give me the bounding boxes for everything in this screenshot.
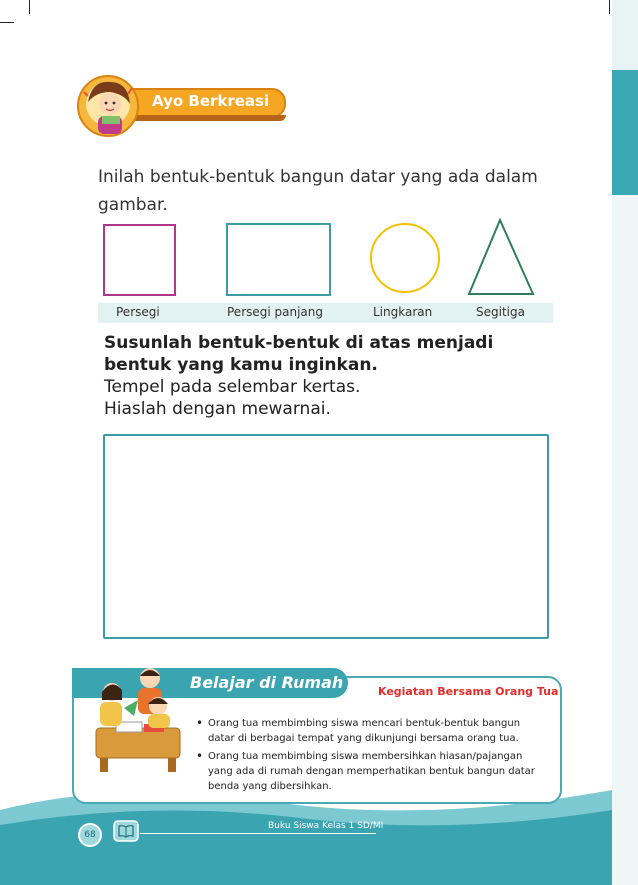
rectangle-shape — [226, 223, 331, 296]
page-edge-top — [612, 0, 638, 70]
page-edge-strip — [612, 0, 638, 885]
label-rectangle: Persegi panjang — [227, 305, 324, 319]
crop-mark — [0, 22, 14, 23]
list-item: • Orang tua membimbing siswa membersihkan hiasan/pajangan yang ada di rumah dengan memperhatikan bentuk bangun datar benda yang dibersihkan. — [196, 749, 536, 794]
square-shape — [103, 224, 176, 296]
book-title: Buku Siswa Kelas 1 SD/MI — [268, 821, 384, 831]
intro-text: Inilah bentuk-bentuk bangun datar yang ada dalam gambar. — [98, 167, 538, 215]
drawing-area[interactable] — [103, 434, 549, 639]
home-bullets — [196, 716, 536, 797]
footer-divider — [140, 833, 376, 834]
home-title: Belajar di Rumah — [190, 673, 344, 692]
triangle-shape — [467, 218, 537, 298]
book-icon — [113, 820, 139, 842]
section-badge — [74, 72, 294, 142]
instruction-line-1: Tempel pada selembar kertas. — [104, 377, 361, 397]
label-square: Persegi — [116, 305, 160, 319]
page-edge-tab — [612, 70, 638, 195]
circle-shape — [369, 221, 441, 293]
page-number: 68 — [78, 823, 102, 847]
badge-label: Ayo Berkreasi — [152, 92, 270, 110]
crop-mark — [29, 0, 30, 14]
girl-illustration-icon — [74, 72, 144, 138]
instructions — [104, 332, 564, 420]
home-subtitle: Kegiatan Bersama Orang Tua — [378, 685, 559, 698]
list-item: • Orang tua membimbing siswa mencari bentuk-bentuk bangun datar di berbagai tempat yang dikunjungi bersama orang tua. — [196, 716, 536, 746]
instruction-line-2: Hiaslah dengan mewarnai. — [104, 399, 331, 419]
label-circle: Lingkaran — [373, 305, 433, 319]
label-triangle: Segitiga — [476, 305, 525, 319]
crop-mark — [609, 0, 610, 14]
instruction-bold: Susunlah bentuk-bentuk di atas menjadi bentuk yang kamu inginkan. — [104, 333, 494, 375]
family-study-illustration-icon — [86, 664, 206, 774]
